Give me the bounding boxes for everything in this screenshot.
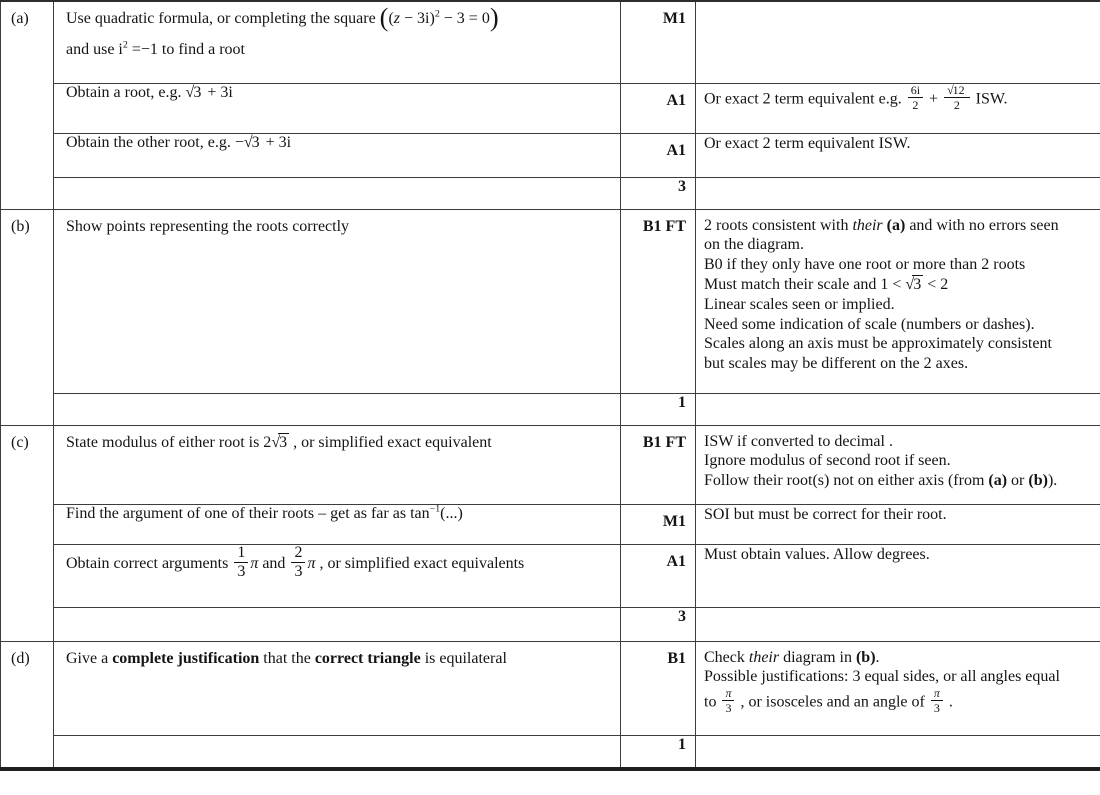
text-line: State modulus of either root is 2√3 , or simplified exact equivalent (66, 433, 492, 451)
guidance-cell (696, 425, 1100, 504)
guidance-cell (696, 209, 1100, 393)
text-line: SOI but must be correct for their root. (704, 505, 947, 523)
total-marks-cell: 1 (621, 735, 696, 769)
text-line: to $\frac{\pi}{3}$ , or isosceles and an angle of $\frac{\pi}{3}$ . (704, 686, 953, 716)
total-marks-cell: 3 (621, 177, 696, 209)
text-line: B0 if they only have one root or more than 2 roots (704, 256, 1026, 274)
guidance-cell (696, 177, 1100, 209)
fraction: $\frac{\pi}{3}$ (931, 687, 943, 714)
text-line: Possible justifications: 3 equal sides, or all angles equal (704, 668, 1060, 686)
mark-row (1, 83, 1100, 133)
guidance-cell (696, 607, 1100, 641)
text-line: ISW if converted to decimal . (704, 432, 893, 450)
total-row (1, 393, 1100, 425)
text-line: Must match their scale and 1 < √3 < 2 (704, 275, 949, 293)
mark-row (1, 1, 1100, 83)
text-line: Linear scales seen or implied. (704, 295, 895, 313)
radical: √3 (271, 433, 288, 451)
mark-cell: M1 (621, 1, 696, 83)
text-line: 2 roots consistent with their (a) and with no errors seen (704, 216, 1059, 234)
radical: √3 (905, 275, 922, 293)
description-cell (54, 641, 621, 735)
part-label: (b) (1, 209, 54, 425)
mark-cell: A1 (621, 133, 696, 177)
mark-row (1, 425, 1100, 504)
guidance-cell (696, 1, 1100, 83)
guidance-cell (696, 133, 1100, 177)
text-line: Must obtain values. Allow degrees. (704, 545, 930, 563)
fraction: $\frac{√12}{2}$ (944, 84, 970, 111)
text-line: Obtain the other root, e.g. −√3 + 3i (66, 133, 292, 151)
guidance-cell (696, 504, 1100, 544)
fraction: $\frac{1}{3}$ (234, 545, 248, 580)
description-cell (54, 735, 621, 769)
radical: √3 (243, 133, 260, 151)
text-line: Need some indication of scale (numbers or dashes). (704, 315, 1035, 333)
description-cell (54, 504, 621, 544)
description-cell (54, 177, 621, 209)
description-cell (54, 209, 621, 393)
mark-row (1, 641, 1100, 735)
text-line: Scales along an axis must be approximately consistent (704, 335, 1052, 353)
description-cell (54, 393, 621, 425)
description-cell (54, 133, 621, 177)
guidance-cell (696, 641, 1100, 735)
mark-row (1, 133, 1100, 177)
guidance-cell (696, 735, 1100, 769)
text-line: Check their diagram in (b). (704, 648, 880, 666)
description-cell (54, 1, 621, 83)
mark-row (1, 209, 1100, 393)
description-cell (54, 607, 621, 641)
total-row (1, 735, 1100, 769)
text-line: Or exact 2 term equivalent ISW. (704, 134, 911, 152)
guidance-cell (696, 393, 1100, 425)
fraction: $\frac{\pi}{3}$ (722, 687, 734, 714)
mark-cell: A1 (621, 544, 696, 607)
total-row (1, 607, 1100, 641)
text-line: and use $i^2 =-1$ to find a root (66, 39, 245, 58)
text-line: Obtain a root, e.g. √3 + 3i (66, 83, 233, 101)
text-line: Use quadratic formula, or completing the square $((z - 3i)^2 - 3 = 0)$ (66, 2, 499, 33)
fraction: $\frac{2}{3}$ (291, 545, 305, 580)
text-line: Find the argument of one of their roots – get as far as $\tan^{-1}(...)$ (66, 504, 463, 522)
text-line: Obtain correct arguments $\frac{1}{3}$ π and $\frac{2}{3}$ π , or simplified exact equivalents (66, 544, 525, 580)
mark-cell: A1 (621, 83, 696, 133)
total-marks-cell: 3 (621, 607, 696, 641)
guidance-cell (696, 544, 1100, 607)
mark-row (1, 504, 1100, 544)
text-line: Give a complete justification that the correct triangle is equilateral (66, 649, 507, 667)
radical: √12 (947, 83, 965, 97)
mark-scheme-table-body (1, 1, 1100, 769)
text-line: Show points representing the roots correctly (66, 217, 350, 235)
radical: √3 (185, 83, 202, 101)
total-marks-cell: 1 (621, 393, 696, 425)
description-cell (54, 544, 621, 607)
part-label: (d) (1, 641, 54, 769)
guidance-cell (696, 83, 1100, 133)
text-line: Ignore modulus of second root if seen. (704, 452, 951, 470)
part-label: (a) (1, 1, 54, 209)
total-row (1, 177, 1100, 209)
fraction: $\frac{6i}{2}$ (908, 84, 923, 111)
mark-cell: B1 (621, 641, 696, 735)
mark-cell: M1 (621, 504, 696, 544)
mark-row (1, 544, 1100, 607)
part-label: (c) (1, 425, 54, 641)
description-cell (54, 425, 621, 504)
mark-cell: B1 FT (621, 209, 696, 393)
text-line: but scales may be different on the 2 axes. (704, 355, 969, 373)
mark-cell: B1 FT (621, 425, 696, 504)
text-line: Or exact 2 term equivalent e.g. $\frac{6i}{2}$ + $\frac{√12}{2}$ ISW. (704, 83, 1008, 112)
text-line: on the diagram. (704, 236, 804, 254)
description-cell (54, 83, 621, 133)
text-line: Follow their root(s) not on either axis (from (a) or (b)). (704, 472, 1058, 490)
